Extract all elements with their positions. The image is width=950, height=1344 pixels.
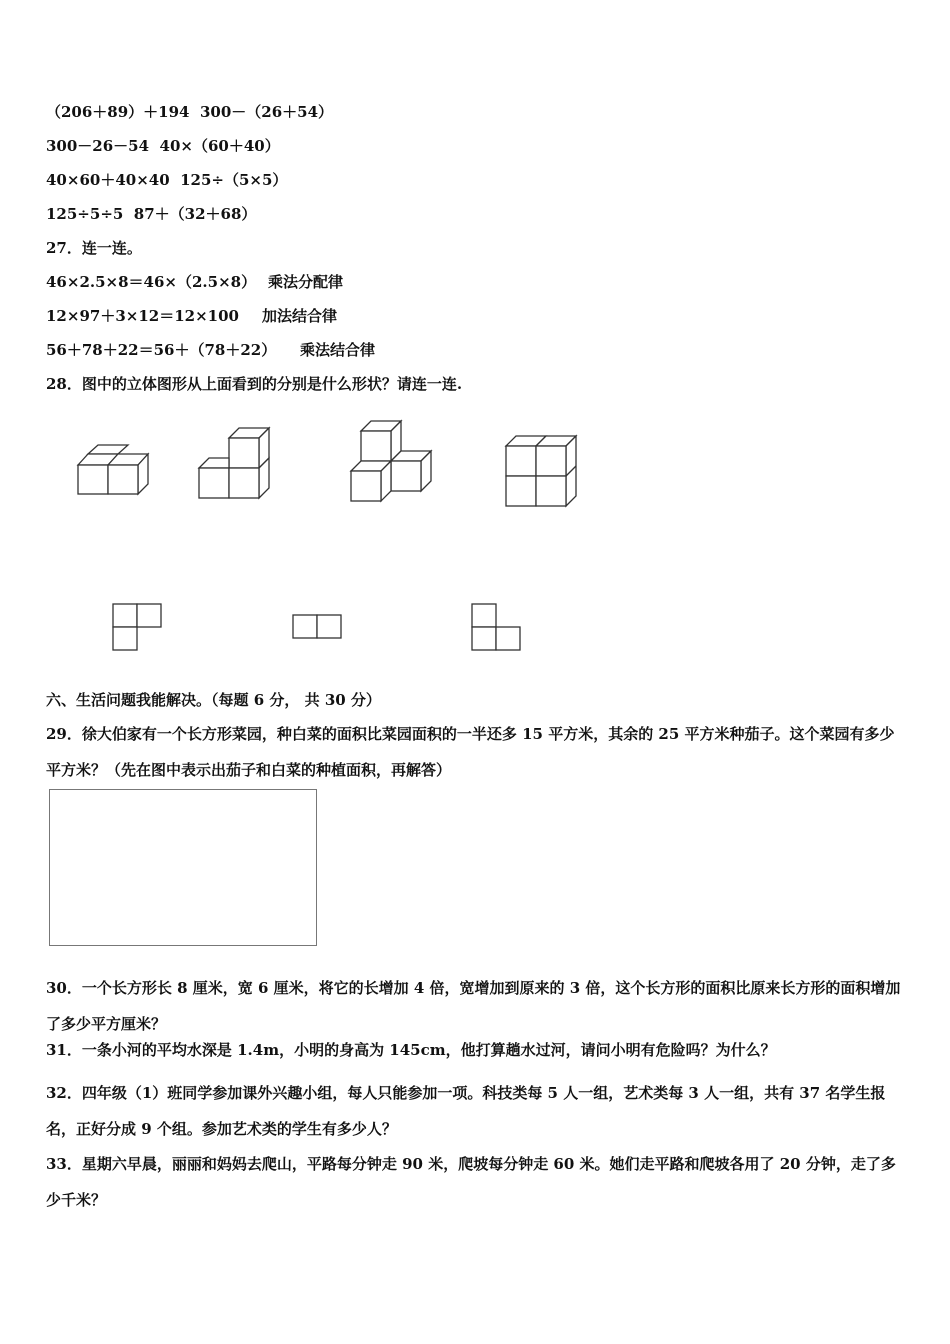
solid-figure-1: [70, 440, 160, 500]
calc-row-3: [46, 170, 287, 190]
calc-expression: 300－26－54: [46, 137, 150, 155]
q27-right-3: 乘法结合律: [300, 341, 376, 359]
calc-expression: 87＋（32＋68）: [133, 205, 257, 223]
calc-expression: 300－（26＋54）: [199, 103, 334, 121]
q31-text: 31．一条小河的平均水深是 1.4m，小明的身高为 145cm，他打算趟水过河，请问小明有危险吗？为什么？: [46, 1041, 776, 1059]
section-6-title: 六、生活问题我能解决。（每题 6 分， 共 30 分）: [46, 691, 381, 709]
q29-text: 29．徐大伯家有一个长方形菜园，种白菜的面积比菜园面积的一半还多 15 平方米，其余的 25 平方米种茄子。这个菜园有多少平方米？（先在图中表示出茄子和白菜的种植面积，再解答）: [46, 725, 895, 779]
top-view-1: [108, 599, 168, 655]
q30-text: 30．一个长方形长 8 厘米，宽 6 厘米，将它的长增加 4 倍，宽增加到原来的 3 倍，这个长方形的面积比原来长方形的面积增加了多少平方厘米？: [46, 979, 901, 1033]
solid-figure-2: [192, 422, 277, 502]
calc-expression: （206＋89）＋194: [46, 103, 190, 121]
calc-expression: 125÷5÷5: [46, 205, 124, 223]
calc-row-2: [46, 136, 280, 156]
q27-right-1: 乘法分配律: [268, 273, 344, 291]
calc-expression: 40×60＋40×40: [46, 171, 170, 189]
solid-figure-3: [345, 415, 440, 507]
calc-expression: 40×（60＋40）: [159, 137, 280, 155]
calc-row-4: [46, 204, 256, 224]
top-view-3: [467, 599, 527, 655]
q27-left-2: 12×97＋3×12＝12×100: [46, 307, 239, 325]
calc-row-1: [46, 102, 333, 122]
q28-title: 28．图中的立体图形从上面看到的分别是什么形状？请连一连.: [46, 375, 463, 393]
q27-left-1: 46×2.5×8＝46×（2.5×8）: [46, 273, 257, 291]
top-view-2: [288, 610, 346, 644]
q27-right-2: 加法结合律: [262, 307, 338, 325]
q27-left-3: 56＋78＋22＝56＋（78＋22）: [46, 341, 277, 359]
q27-title: 27．连一连。: [46, 239, 142, 257]
solid-figure-4: [500, 430, 585, 512]
q32-text: 32．四年级（1）班同学参加课外兴趣小组，每人只能参加一项。科技类每 5 人一组，艺术类每 3 人一组，共有 37 名学生报名，正好分成 9 个组。参加艺术类的学生有多少人？: [46, 1084, 886, 1138]
answer-rectangle[interactable]: [49, 789, 317, 946]
calc-expression: 125÷（5×5）: [180, 171, 288, 189]
q33-text: 33．星期六早晨，丽丽和妈妈去爬山，平路每分钟走 90 米，爬坡每分钟走 60 米。她们走平路和爬坡各用了 20 分钟，走了多少千米？: [46, 1155, 896, 1209]
